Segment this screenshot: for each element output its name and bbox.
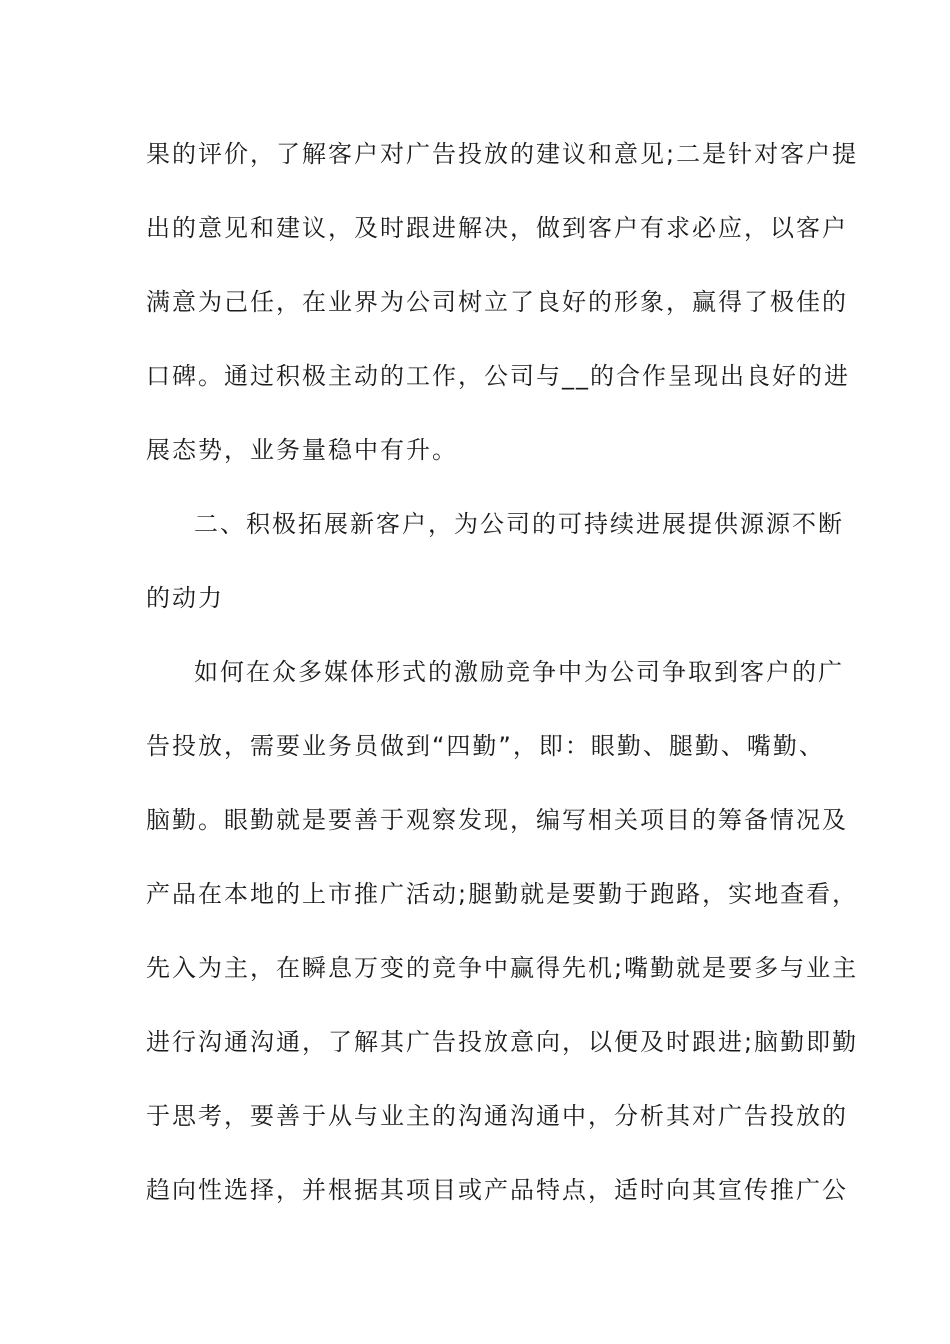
paragraph-line: 口碑。通过积极主动的工作，公司与__的合作呈现出良好的进	[146, 362, 850, 390]
body-text	[146, 124, 859, 1234]
paragraph-line: 于思考，要善于从与业主的沟通沟通中，分析其对广告投放的	[146, 1102, 848, 1130]
paragraph-line: 如何在众多媒体形式的激励竞争中为公司争取到客户的广	[194, 658, 844, 686]
paragraph-line: 进行沟通沟通，了解其广告投放意向，以便及时跟进;脑勤即勤	[146, 1028, 859, 1056]
paragraph-line: 产品在本地的上市推广活动;腿勤就是要勤于跑路，实地查看，	[146, 880, 859, 908]
paragraph-line: 告投放，需要业务员做到“四勤”，即：眼勤、腿勤、嘴勤、	[146, 732, 825, 760]
paragraph-line: 先入为主，在瞬息万变的竞争中赢得先机;嘴勤就是要多与业主	[146, 954, 859, 982]
paragraph-line: 果的评价，了解客户对广告投放的建议和意见;二是针对客户提	[146, 140, 859, 168]
paragraph-line: 脑勤。眼勤就是要善于观察发现，编写相关项目的筹备情况及	[146, 806, 848, 834]
section-heading-line: 二、积极拓展新客户，为公司的可持续进展提供源源不断	[194, 510, 844, 538]
paragraph-line: 展态势，业务量稳中有升。	[146, 436, 458, 464]
paragraph-line: 出的意见和建议，及时跟进解决，做到客户有求必应，以客户	[146, 214, 848, 242]
section-heading-line: 的动力	[146, 584, 224, 612]
paragraph-line: 满意为己任，在业界为公司树立了良好的形象，赢得了极佳的	[146, 288, 848, 316]
paragraph-line: 趋向性选择，并根据其项目或产品特点，适时向其宣传推广公	[146, 1176, 848, 1204]
